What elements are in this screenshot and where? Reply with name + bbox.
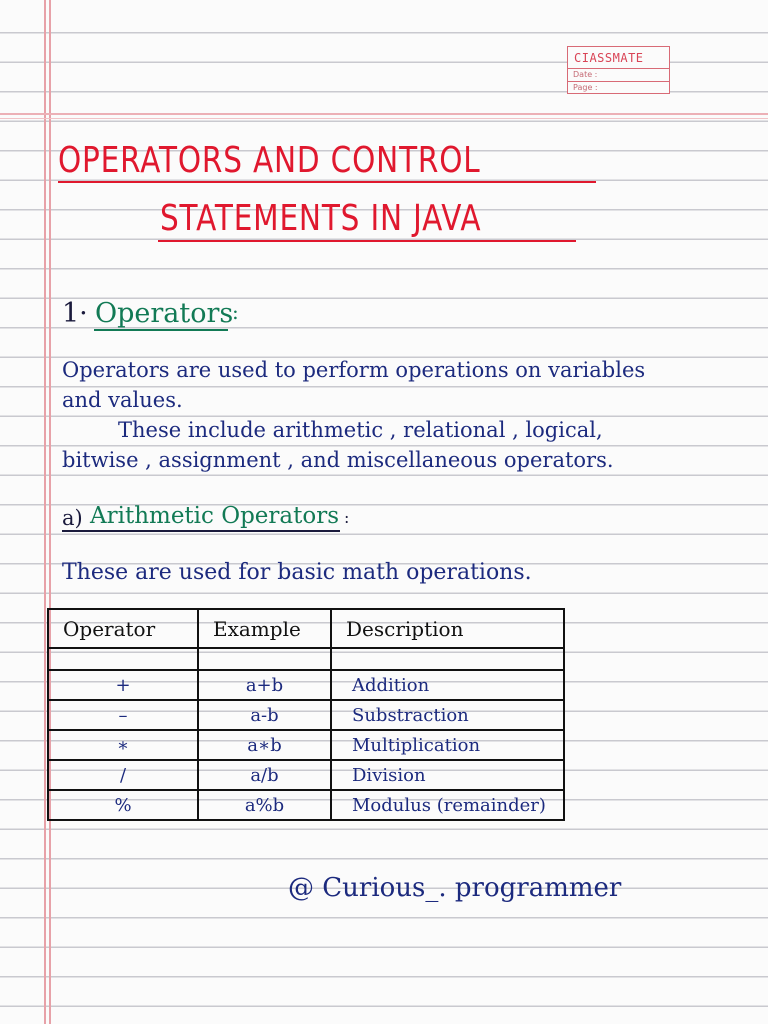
margin-line-left [44,0,46,1024]
example-cell: a+b [198,670,331,700]
brand-name: CIASSMATE [574,51,644,65]
paragraph-line-4: bitwise , assignment , and miscellaneous operators. [62,448,614,472]
table-row [48,760,564,790]
operator-cell: % [48,790,198,820]
brand-divider [568,68,669,69]
subsection-intro: These are used for basic math operations. [62,560,532,585]
description-cell: Substraction [331,700,564,730]
header-description: Description [331,609,564,648]
header-rule [0,113,768,115]
paragraph-line-1: Operators are used to perform operations on variables [62,358,646,382]
table-row [48,700,564,730]
page-title-line-2: STATEMENTS IN JAVA [160,198,482,239]
example-cell: a%b [198,790,331,820]
operator-cell: / [48,760,198,790]
operator-cell: + [48,670,198,700]
title-underline-1 [58,181,596,183]
author-handle: @ Curious_. programmer [288,873,622,903]
title-underline-2 [158,240,576,242]
page-label: Page : [573,83,598,92]
operator-cell: ∗ [48,730,198,760]
margin-line-right [49,0,51,1024]
description-cell: Multiplication [331,730,564,760]
table-row [48,790,564,820]
section-number: 1· [62,298,88,329]
header-operator: Operator [48,609,198,648]
table-row [48,730,564,760]
description-cell: Addition [331,670,564,700]
header-example: Example [198,609,331,648]
paragraph-line-3: These include arithmetic , relational , logical, [118,418,603,442]
example-cell: a/b [198,760,331,790]
operator-cell: – [48,700,198,730]
notebook-brand-box [567,46,670,94]
spacer-cell [48,648,198,670]
subsection-colon: : [344,508,350,527]
example-cell: a∗b [198,730,331,760]
subsection-heading: Arithmetic Operators [90,503,340,529]
table-header-row [48,609,564,648]
spacer-cell [198,648,331,670]
table-spacer-row [48,648,564,670]
section-colon: : [232,300,239,324]
page-title-line-1: OPERATORS AND CONTROL [58,140,481,181]
section-heading: Operators [95,298,234,329]
subsection-prefix: a) [62,506,83,530]
subsection-underline [62,530,340,532]
example-cell: a-b [198,700,331,730]
paragraph-line-2: and values. [62,388,183,412]
section-heading-underline [94,329,228,331]
header-rule-secondary [0,118,768,119]
date-label: Date : [573,70,598,79]
table-row [48,670,564,700]
description-cell: Modulus (remainder) [331,790,564,820]
spacer-cell [331,648,564,670]
arithmetic-operators-table [47,608,565,821]
description-cell: Division [331,760,564,790]
brand-divider [568,81,669,82]
